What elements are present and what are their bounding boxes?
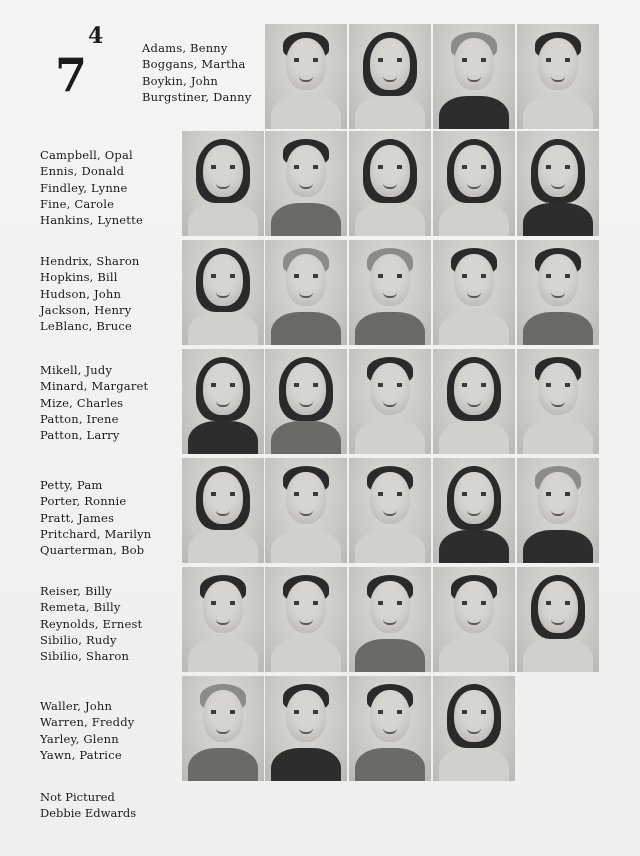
photo-face: [454, 472, 494, 524]
not-pictured-label: Not Pictured: [40, 790, 115, 804]
photo-eyes: [378, 165, 402, 169]
photo-face: [538, 254, 578, 306]
name-list-row-5: [40, 477, 151, 558]
photo-face: [538, 363, 578, 415]
photo-shoulders: [355, 421, 425, 454]
student-name: Hopkins, Bill: [40, 270, 118, 285]
student-photo: [265, 24, 347, 129]
student-name: Yarley, Glenn: [40, 731, 119, 746]
student-name: Reiser, Billy: [40, 584, 112, 598]
photo-eyes: [294, 274, 318, 278]
photo-shoulders: [271, 312, 341, 345]
photo-eyes: [294, 601, 318, 605]
photo-eyes: [294, 58, 318, 62]
photo-shoulders: [523, 421, 593, 454]
photo-eyes: [378, 710, 402, 714]
student-name: Fine, Carole: [40, 196, 115, 211]
photo-face: [286, 38, 326, 90]
photo-shoulders: [271, 203, 341, 236]
photo-face: [370, 472, 410, 524]
photo-eyes: [462, 58, 486, 62]
photo-eyes: [546, 492, 570, 496]
photo-shoulders: [439, 96, 509, 129]
not-pictured-block: [40, 789, 136, 822]
name-list-row-1: [142, 40, 251, 105]
photo-face: [203, 145, 243, 197]
photo-shoulders: [271, 639, 341, 672]
student-name: LeBlanc, Bruce: [40, 319, 132, 334]
photo-eyes: [211, 492, 235, 496]
student-photo: [517, 567, 599, 672]
student-photo: [517, 240, 599, 345]
photo-face: [538, 581, 578, 633]
photo-face: [454, 690, 494, 742]
student-photo: [182, 131, 264, 236]
student-name: Burgstiner, Danny: [142, 89, 252, 104]
student-photo: [349, 458, 431, 563]
photo-face: [286, 145, 326, 197]
name-list-row-7: [40, 698, 135, 763]
photo-shoulders: [188, 639, 258, 672]
student-name: Patton, Irene: [40, 411, 119, 426]
student-photo: [265, 240, 347, 345]
student-photo: [433, 24, 515, 129]
photo-shoulders: [355, 312, 425, 345]
photo-eyes: [378, 383, 402, 387]
photo-face: [286, 690, 326, 742]
student-photo: [265, 349, 347, 454]
photo-face: [286, 254, 326, 306]
photo-face: [454, 363, 494, 415]
photo-shoulders: [355, 530, 425, 563]
photo-eyes: [211, 383, 235, 387]
photo-shoulders: [523, 530, 593, 563]
photo-face: [286, 581, 326, 633]
student-photo: [349, 240, 431, 345]
photo-shoulders: [271, 421, 341, 454]
student-name: Warren, Freddy: [40, 715, 135, 730]
photo-face: [286, 363, 326, 415]
name-list-row-6: [40, 583, 142, 664]
student-name: Patton, Larry: [40, 428, 120, 443]
student-name: Jackson, Henry: [40, 302, 132, 317]
student-photo: [517, 458, 599, 563]
photo-shoulders: [188, 748, 258, 781]
photo-eyes: [294, 165, 318, 169]
student-photo: [517, 24, 599, 129]
photo-eyes: [546, 58, 570, 62]
photo-face: [454, 145, 494, 197]
photo-shoulders: [355, 96, 425, 129]
student-photo: [433, 349, 515, 454]
grade-number: 7: [55, 48, 88, 102]
student-photo: [182, 676, 264, 781]
student-name: Minard, Margaret: [40, 379, 149, 394]
photo-shoulders: [355, 203, 425, 236]
student-name: Porter, Ronnie: [40, 494, 127, 509]
student-name: Hendrix, Sharon: [40, 254, 140, 268]
student-name: Hudson, John: [40, 286, 122, 301]
photo-shoulders: [188, 203, 258, 236]
photo-eyes: [211, 274, 235, 278]
photo-shoulders: [271, 530, 341, 563]
name-list-row-3: [40, 253, 140, 334]
photo-shoulders: [439, 748, 509, 781]
photo-shoulders: [188, 421, 258, 454]
name-list-row-4: [40, 362, 148, 443]
student-name: Petty, Pam: [40, 478, 103, 492]
photo-shoulders: [439, 312, 509, 345]
photo-face: [454, 581, 494, 633]
student-photo: [182, 349, 264, 454]
photo-shoulders: [523, 203, 593, 236]
student-photo: [182, 567, 264, 672]
photo-eyes: [546, 383, 570, 387]
photo-face: [454, 38, 494, 90]
photo-face: [370, 254, 410, 306]
photo-eyes: [378, 601, 402, 605]
photo-eyes: [462, 601, 486, 605]
student-name: Campbell, Opal: [40, 148, 133, 162]
photo-face: [203, 690, 243, 742]
student-name: Adams, Benny: [142, 41, 228, 55]
student-name: Mize, Charles: [40, 395, 124, 410]
section-number: 4: [88, 23, 104, 49]
photo-eyes: [294, 710, 318, 714]
photo-eyes: [462, 274, 486, 278]
student-name: Sibilio, Sharon: [40, 649, 130, 664]
student-name: Sibilio, Rudy: [40, 632, 117, 647]
student-photo: [182, 458, 264, 563]
photo-eyes: [378, 492, 402, 496]
photo-eyes: [462, 165, 486, 169]
photo-shoulders: [271, 96, 341, 129]
photo-face: [286, 472, 326, 524]
photo-shoulders: [188, 530, 258, 563]
student-name: Hankins, Lynette: [40, 213, 143, 228]
photo-face: [370, 363, 410, 415]
photo-face: [370, 145, 410, 197]
student-name: Boggans, Martha: [142, 57, 246, 72]
student-photo: [433, 676, 515, 781]
student-name: Pratt, James: [40, 510, 115, 525]
student-name: Remeta, Billy: [40, 600, 121, 615]
student-photo: [265, 131, 347, 236]
student-photo: [433, 240, 515, 345]
photo-face: [370, 38, 410, 90]
photo-eyes: [211, 601, 235, 605]
student-photo: [265, 567, 347, 672]
photo-eyes: [462, 383, 486, 387]
photo-face: [203, 472, 243, 524]
photo-shoulders: [439, 421, 509, 454]
photo-eyes: [294, 492, 318, 496]
student-photo: [433, 458, 515, 563]
photo-eyes: [294, 383, 318, 387]
student-name: Quarterman, Bob: [40, 543, 145, 558]
photo-face: [538, 38, 578, 90]
photo-face: [203, 363, 243, 415]
photo-shoulders: [523, 96, 593, 129]
photo-shoulders: [523, 312, 593, 345]
student-photo: [349, 24, 431, 129]
student-name: Waller, John: [40, 699, 113, 713]
student-photo: [349, 349, 431, 454]
photo-face: [538, 472, 578, 524]
photo-eyes: [211, 710, 235, 714]
photo-shoulders: [188, 312, 258, 345]
student-photo: [182, 240, 264, 345]
photo-eyes: [378, 58, 402, 62]
student-photo: [349, 567, 431, 672]
student-photo: [349, 131, 431, 236]
student-photo: [265, 676, 347, 781]
student-name: Yawn, Patrice: [40, 747, 122, 762]
student-name: Reynolds, Ernest: [40, 616, 143, 631]
photo-eyes: [378, 274, 402, 278]
photo-shoulders: [439, 639, 509, 672]
student-photo: [433, 567, 515, 672]
student-name: Boykin, John: [142, 73, 218, 88]
student-photo: [349, 676, 431, 781]
student-name: Mikell, Judy: [40, 363, 113, 377]
photo-face: [370, 690, 410, 742]
photo-shoulders: [271, 748, 341, 781]
photo-eyes: [211, 165, 235, 169]
student-photo: [517, 349, 599, 454]
student-photo: [517, 131, 599, 236]
photo-shoulders: [439, 203, 509, 236]
student-name: Findley, Lynne: [40, 180, 128, 195]
photo-eyes: [546, 601, 570, 605]
student-photo: [433, 131, 515, 236]
photo-eyes: [462, 492, 486, 496]
photo-face: [370, 581, 410, 633]
photo-eyes: [546, 274, 570, 278]
photo-shoulders: [523, 639, 593, 672]
student-name: Ennis, Donald: [40, 164, 125, 179]
student-photo: [265, 458, 347, 563]
photo-eyes: [546, 165, 570, 169]
photo-face: [454, 254, 494, 306]
photo-shoulders: [439, 530, 509, 563]
photo-face: [203, 581, 243, 633]
photo-shoulders: [355, 748, 425, 781]
student-name: Debbie Edwards: [40, 806, 137, 821]
photo-face: [203, 254, 243, 306]
photo-eyes: [462, 710, 486, 714]
student-name: Pritchard, Marilyn: [40, 526, 152, 541]
name-list-row-2: [40, 147, 143, 228]
photo-shoulders: [355, 639, 425, 672]
photo-face: [538, 145, 578, 197]
